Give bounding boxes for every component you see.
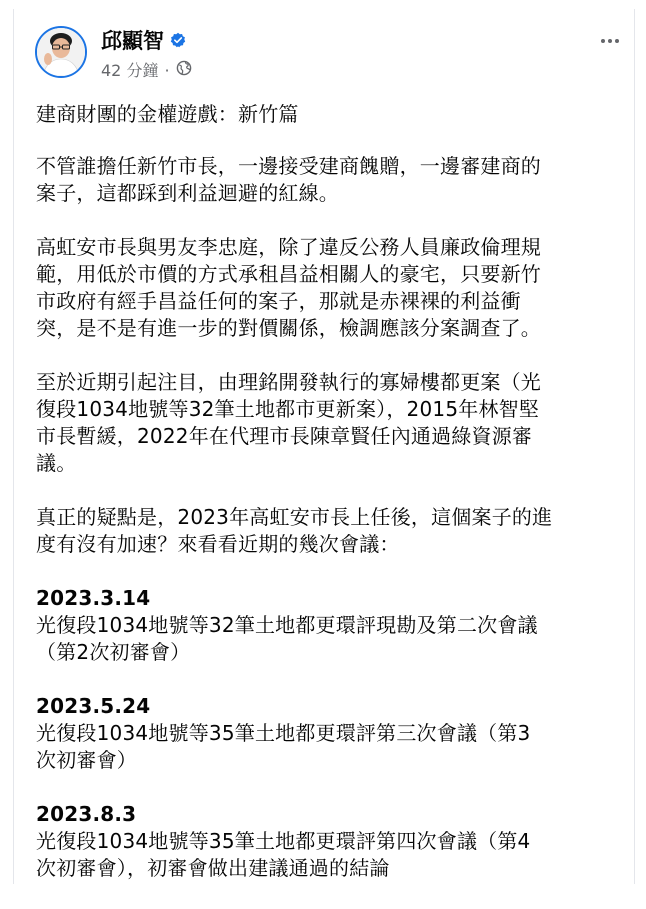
post-paragraph: 真正的疑點是，2023年高虹安市長上任後，這個案子的進 度有沒有加速？來看看近期的幾次會議： <box>36 505 553 556</box>
post-title: 建商財團的金權遊戲：新竹篇 <box>36 102 299 126</box>
meta-separator: · <box>164 60 170 80</box>
author-name[interactable]: 邱顯智 <box>101 29 164 53</box>
meeting-date: 2023.3.14 <box>36 586 151 610</box>
meeting-entry <box>36 693 628 774</box>
more-options-icon[interactable] <box>594 31 626 51</box>
meeting-description: 光復段1034地號等35筆土地都更環評第三次會議（第3 次初審會） <box>36 721 531 772</box>
meeting-entry <box>36 585 628 666</box>
author-avatar[interactable] <box>35 26 87 78</box>
facebook-post <box>13 9 635 884</box>
meeting-description: 光復段1034地號等35筆土地都更環評第四次會議（第4 次初審會），初審會做出建議通過的結論 <box>36 829 531 880</box>
verified-badge-icon <box>170 28 186 54</box>
post-paragraph: 高虹安市長與男友李忠庭，除了違反公務人員廉政倫理規 範，用低於市價的方式承租昌益相關人的豪宅，只要新竹 市政府有經手昌益任何的案子，那就是赤裸裸的利益衝 突，是不是有進一步的對價關係，檢調應該分案調查了。 <box>36 235 541 340</box>
post-body <box>36 101 628 909</box>
meeting-entry <box>36 801 628 882</box>
post-paragraph: 不管誰擔任新竹市長，一邊接受建商餽贈，一邊審建商的 案子，這都踩到利益迴避的紅線。 <box>36 154 541 205</box>
post-timestamp[interactable]: 42 分鐘 <box>101 60 159 80</box>
globe-icon <box>176 60 192 81</box>
meeting-description: 光復段1034地號等32筆土地都更環評現勘及第二次會議 （第2次初審會） <box>36 613 538 664</box>
post-paragraph: 至於近期引起注目，由理銘開發執行的寡婦樓都更案（光 復段1034地號等32筆土地都市更新案），2015年林智堅 市長暫緩，2022年在代理市長陳章賢任內通過綠資源審 議。 <box>36 370 541 475</box>
meeting-date: 2023.8.3 <box>36 802 137 826</box>
meeting-date: 2023.5.24 <box>36 694 151 718</box>
